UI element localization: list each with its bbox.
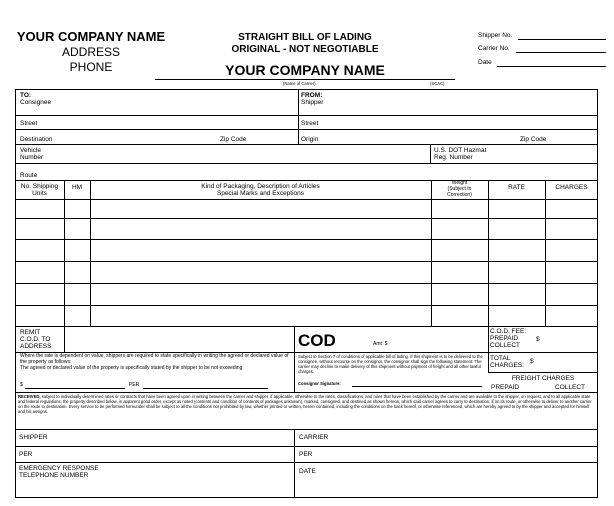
destination-zip-label[interactable]: Zip Code bbox=[220, 136, 247, 143]
company-address: ADDRESS bbox=[61, 45, 120, 59]
cod-amount-label[interactable]: Amt: $ bbox=[373, 341, 388, 347]
name-of-carrier-label: (Name of Carrier) bbox=[283, 81, 316, 86]
document-title: STRAIGHT BILL OF LADING bbox=[238, 32, 372, 43]
freight-prepaid-option[interactable]: PREPAID bbox=[491, 384, 520, 391]
declared-per-field[interactable] bbox=[143, 388, 268, 389]
company-phone: PHONE bbox=[69, 60, 113, 74]
vehicle-label[interactable]: Vehicle bbox=[20, 147, 41, 154]
col-weight: Weight (Subject to Correction) bbox=[447, 180, 472, 198]
table-row[interactable] bbox=[15, 218, 598, 219]
shipper-street-label[interactable]: Street bbox=[301, 120, 319, 127]
shipper-label[interactable]: Shipper bbox=[301, 99, 324, 106]
document-subtitle: ORIGINAL - NOT NEGOTIABLE bbox=[231, 44, 379, 55]
consignor-signature-label: Consignor Signature: bbox=[298, 381, 341, 386]
freight-charges-label: FREIGHT CHARGES bbox=[511, 375, 575, 382]
vehicle-number-label: Number bbox=[20, 154, 44, 161]
origin-zip-label[interactable]: Zip Code bbox=[520, 136, 547, 143]
carrier-no-label: Carrier No. bbox=[478, 45, 510, 52]
table-row[interactable] bbox=[15, 261, 598, 262]
table-row[interactable] bbox=[15, 239, 598, 240]
declared-value-text: Where the rate is dependent on value, shippers are required to state specifically in writing the agreed or declared value of the property as follows: The agreed or declared value of the property is specifically stated by the shipper to be not exceeding bbox=[20, 353, 289, 371]
date-label: Date bbox=[478, 59, 492, 66]
emergency-phone-label[interactable]: EMERGENCY RESPONSE TELEPHONE NUMBER bbox=[19, 465, 99, 479]
shipper-no-field[interactable] bbox=[518, 39, 606, 40]
route-label[interactable]: Route bbox=[20, 172, 38, 179]
section7-text: Subject to Section 7 of conditions of applicable bill of lading. If this shipment is to be delivered to the consignee, without recourse on the consignor, the consignor shall sign the following statement: The carrier may decline to make delivery of this shipment without payment of freight and all other lawful charges. bbox=[298, 354, 483, 374]
reg-number-label: Reg. Number bbox=[434, 154, 473, 161]
date-field[interactable] bbox=[497, 66, 606, 67]
shipper-no-label: Shipper No. bbox=[478, 32, 513, 39]
destination-label[interactable]: Destination bbox=[20, 136, 53, 143]
col-shipping-units: No. Shipping Units bbox=[20, 183, 59, 197]
total-dollar: $ bbox=[530, 358, 534, 365]
col-hm: HM bbox=[71, 184, 83, 191]
cod-title: COD bbox=[298, 331, 336, 350]
carrier-signature-label[interactable]: CARRIER bbox=[299, 434, 329, 441]
col-charges: CHARGES bbox=[555, 184, 588, 191]
carrier-company-name: YOUR COMPANY NAME bbox=[225, 62, 385, 78]
col-rate: RATE bbox=[508, 184, 525, 191]
consignee-label[interactable]: Consignee bbox=[20, 99, 52, 106]
consignor-signature-field[interactable] bbox=[352, 386, 482, 387]
carrier-per-label[interactable]: PER bbox=[299, 451, 313, 458]
to-label: TO: bbox=[20, 92, 32, 99]
from-label: FROM: bbox=[301, 92, 323, 99]
table-row[interactable] bbox=[15, 305, 598, 306]
declared-dollar-label: $ bbox=[20, 382, 23, 388]
company-name: YOUR COMPANY NAME bbox=[16, 29, 166, 44]
origin-label[interactable]: Origin bbox=[301, 136, 319, 143]
col-description: Kind of Packaging, Description of Articles Special Marks and Exceptions bbox=[201, 183, 320, 197]
consignee-street-label[interactable]: Street bbox=[20, 120, 38, 127]
shipper-per-label[interactable]: PER bbox=[19, 451, 33, 458]
shipper-signature-label[interactable]: SHIPPER bbox=[19, 434, 48, 441]
scac-label: (SCAC) bbox=[430, 81, 445, 86]
declared-value-field[interactable] bbox=[25, 388, 125, 389]
declared-per-label: PER bbox=[129, 382, 140, 388]
dot-hazmat-label[interactable]: U.S. DOT Hazmat bbox=[434, 147, 487, 154]
carrier-no-field[interactable] bbox=[516, 52, 606, 53]
freight-collect-option[interactable]: COLLECT bbox=[555, 384, 585, 391]
cod-fee-dollar: $ bbox=[536, 336, 540, 343]
remit-cod-label: REMIT C.O.D. TO ADDRESS bbox=[20, 329, 52, 350]
signature-date-label[interactable]: DATE bbox=[299, 468, 316, 475]
cod-fee-label: C.O.D. FEE: PREPAID COLLECT bbox=[490, 328, 527, 349]
total-charges-label: TOTAL CHARGES: bbox=[490, 355, 524, 369]
table-row[interactable] bbox=[15, 283, 598, 284]
received-terms: RECEIVED, subject to individually determined rates or contracts that have been agreed upon in writing between the carrier and shipper, if applicable, otherwise to the rates, classifications, and rules that have been established by the carrier and are available to the shipper, on request, and to all applicable state and federal regulations, the property described below, in apparent good order, except as noted (contents and condition of contents of packages unknown), marked, consigned, and destined as shown hereon, which said carrier agrees to carry to destination, if on its route, or otherwise to deliver to another carrier on the route to destination. Every service to be performed hereunder shall be subject to all the conditions not prohibited by law, whether printed or written, herein contained, including the conditions on the back hereof, or otherwise referenced, which are hereby agreed to by the shipper and accepted for himself and his assigns. bbox=[18, 394, 592, 414]
